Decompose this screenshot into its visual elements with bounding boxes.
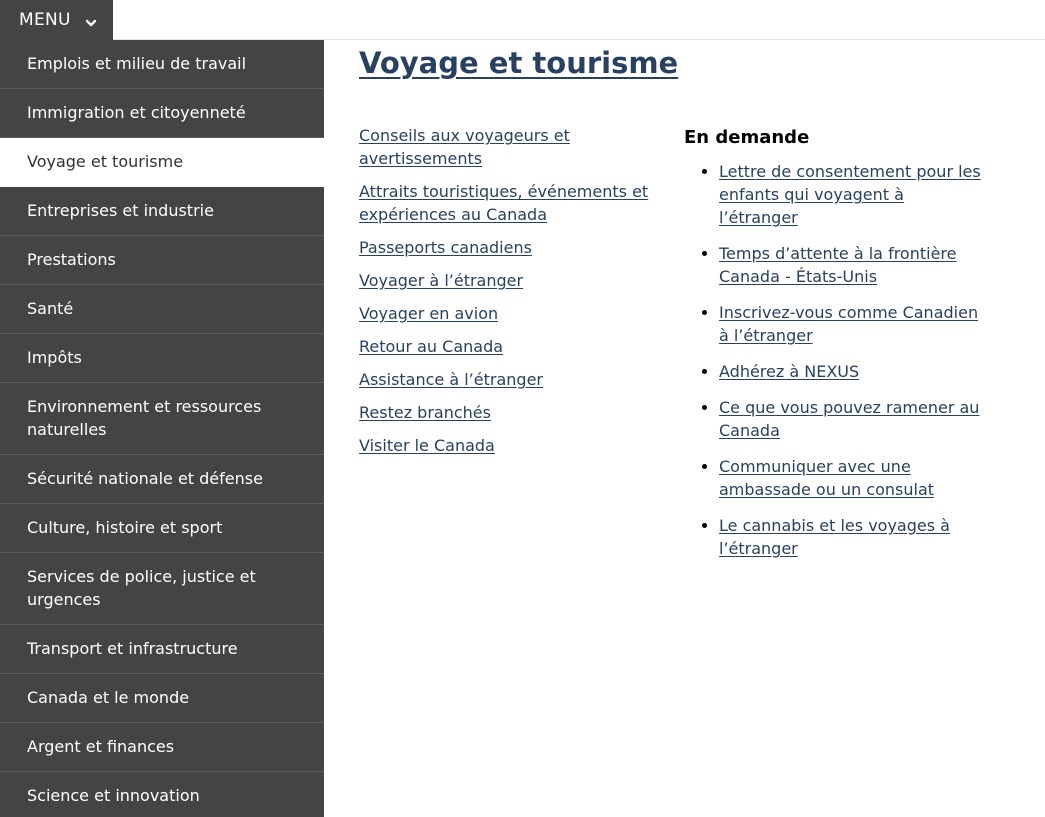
- sidebar-item-canada-monde[interactable]: Canada et le monde: [0, 674, 324, 723]
- list-item: [719, 396, 984, 442]
- list-item: [359, 401, 649, 424]
- chevron-down-icon: [85, 14, 97, 26]
- sidebar-item-science[interactable]: Science et innovation: [0, 772, 324, 817]
- topic-link-assistance[interactable]: Assistance à l’étranger: [359, 370, 543, 389]
- demand-link-temps-attente[interactable]: Temps d’attente à la frontière Canada - États-Unis: [719, 244, 957, 286]
- main-content: [324, 40, 1045, 817]
- top-bar: [0, 0, 1045, 40]
- topic-link-passeports[interactable]: Passeports canadiens: [359, 238, 532, 257]
- demand-link-nexus[interactable]: Adhérez à NEXUS: [719, 362, 860, 381]
- demand-link-consentement[interactable]: Lettre de consentement pour les enfants qui voyagent à l’étranger: [719, 162, 981, 227]
- list-item: [359, 269, 649, 292]
- sidebar-item-sante[interactable]: Santé: [0, 285, 324, 334]
- page-title-link[interactable]: Voyage et tourisme: [359, 46, 679, 80]
- topic-link-retour[interactable]: Retour au Canada: [359, 337, 504, 356]
- in-demand-list: [684, 160, 984, 560]
- sidebar-item-securite[interactable]: Sécurité nationale et défense: [0, 455, 324, 504]
- sidebar-item-police[interactable]: Services de police, justice et urgences: [0, 553, 324, 625]
- list-item: [359, 180, 649, 226]
- list-item: [359, 335, 649, 358]
- topic-link-voyager-avion[interactable]: Voyager en avion: [359, 304, 499, 323]
- sidebar-item-environnement[interactable]: Environnement et ressources naturelles: [0, 383, 324, 455]
- demand-link-cannabis[interactable]: Le cannabis et les voyages à l’étranger: [719, 516, 950, 558]
- list-item: [719, 160, 984, 229]
- list-item: [359, 302, 649, 325]
- list-item: [359, 236, 649, 259]
- sidebar-item-transport[interactable]: Transport et infrastructure: [0, 625, 324, 674]
- in-demand-heading: En demande: [684, 127, 810, 148]
- list-item: [719, 514, 984, 560]
- sidebar-menu: [0, 40, 324, 817]
- page-bottom-strip: [324, 772, 1045, 817]
- sidebar-item-immigration[interactable]: Immigration et citoyenneté: [0, 89, 324, 138]
- sidebar-item-voyage[interactable]: Voyage et tourisme: [0, 138, 324, 187]
- list-item: [719, 360, 984, 383]
- demand-link-ramener[interactable]: Ce que vous pouvez ramener au Canada: [719, 398, 980, 440]
- sidebar-item-prestations[interactable]: Prestations: [0, 236, 324, 285]
- sidebar-item-impots[interactable]: Impôts: [0, 334, 324, 383]
- list-item: [359, 368, 649, 391]
- topic-links-list: [359, 124, 649, 467]
- sidebar-item-argent[interactable]: Argent et finances: [0, 723, 324, 772]
- topic-link-restez-branches[interactable]: Restez branchés: [359, 403, 491, 422]
- sidebar-item-emplois[interactable]: Emplois et milieu de travail: [0, 40, 324, 89]
- list-item: [359, 124, 649, 170]
- topic-link-attraits[interactable]: Attraits touristiques, événements et expériences au Canada: [359, 182, 649, 224]
- list-item: [719, 455, 984, 501]
- in-demand-section: [684, 125, 984, 573]
- demand-link-inscrivez-vous[interactable]: Inscrivez-vous comme Canadien à l’étranger: [719, 303, 979, 345]
- sidebar-item-culture[interactable]: Culture, histoire et sport: [0, 504, 324, 553]
- sidebar-item-entreprises[interactable]: Entreprises et industrie: [0, 187, 324, 236]
- list-item: [719, 301, 984, 347]
- menu-button[interactable]: [0, 0, 113, 40]
- demand-link-ambassade[interactable]: Communiquer avec une ambassade ou un consulat: [719, 457, 935, 499]
- list-item: [719, 242, 984, 288]
- list-item: [359, 434, 649, 457]
- topic-link-visiter[interactable]: Visiter le Canada: [359, 436, 495, 455]
- menu-label: MENU: [19, 10, 71, 30]
- topic-link-conseils[interactable]: Conseils aux voyageurs et avertissements: [359, 126, 570, 168]
- topic-link-voyager-etranger[interactable]: Voyager à l’étranger: [359, 271, 524, 290]
